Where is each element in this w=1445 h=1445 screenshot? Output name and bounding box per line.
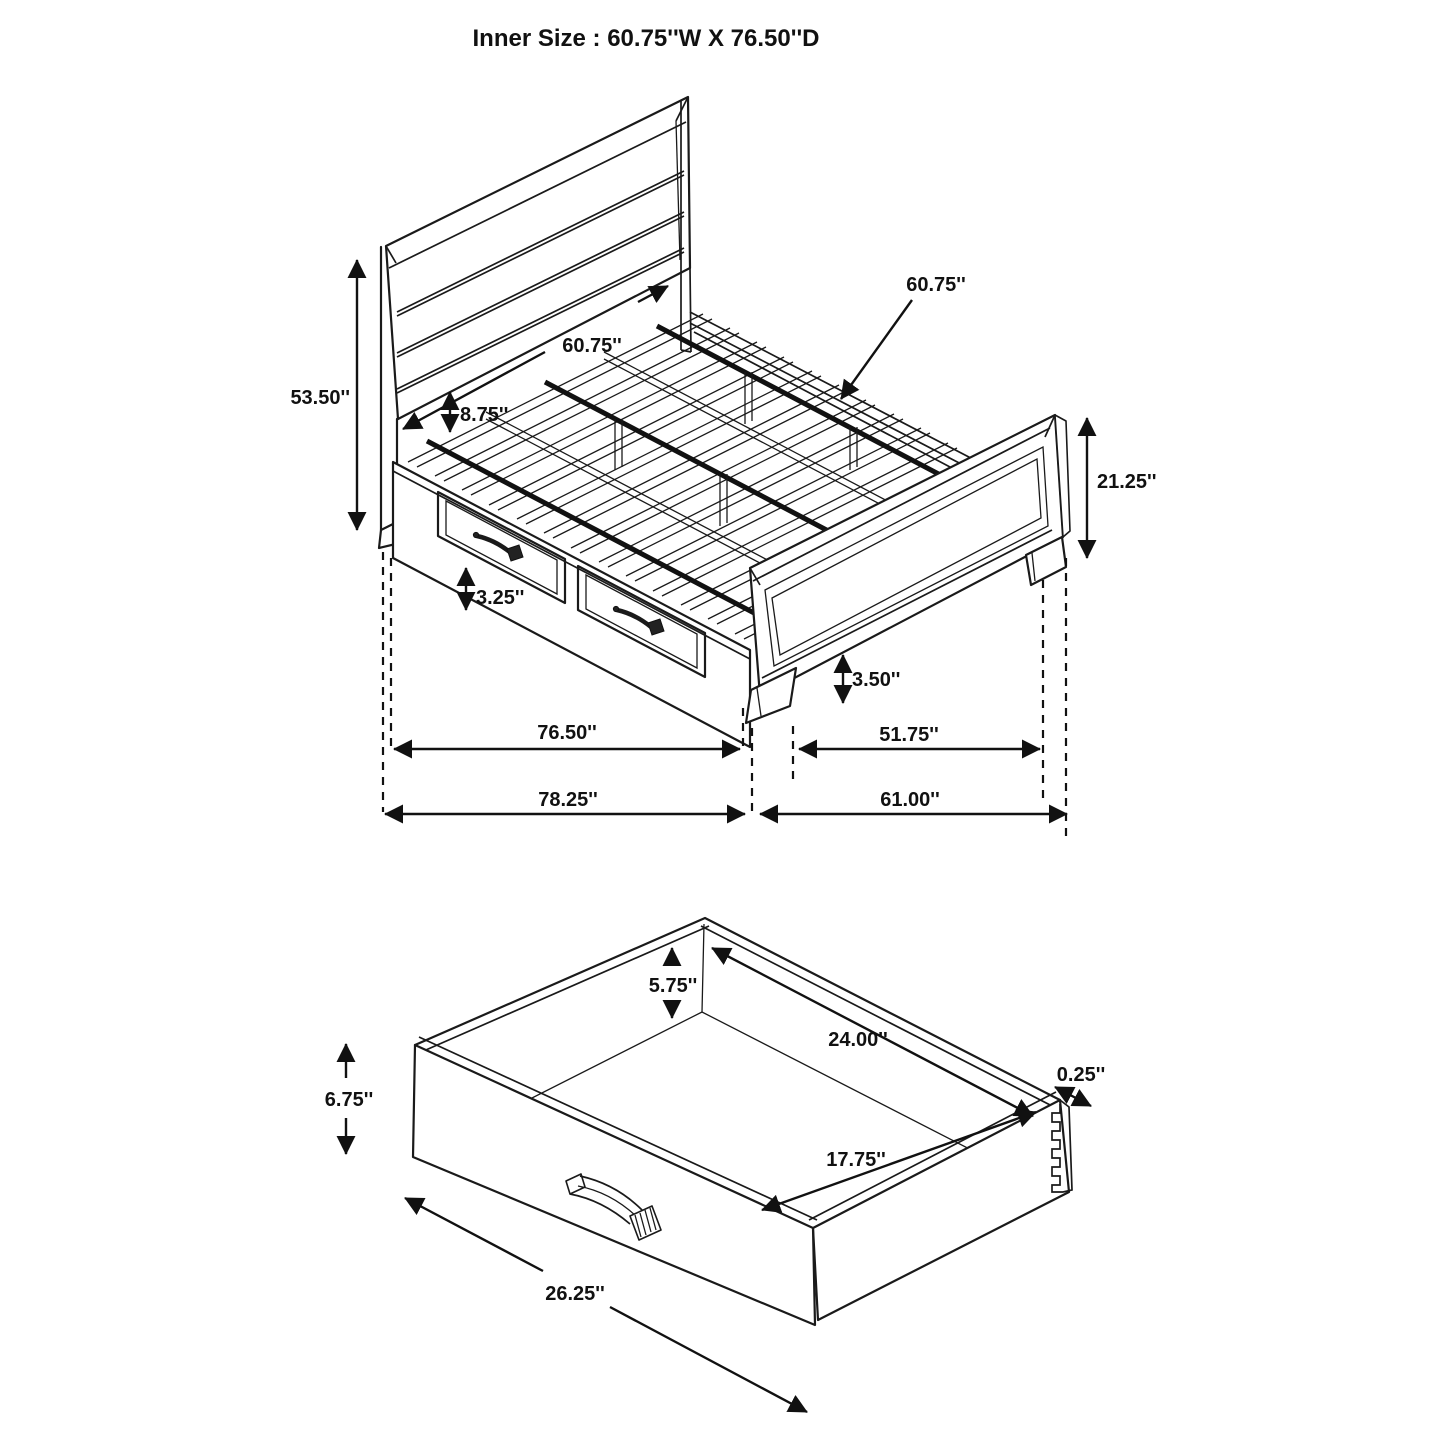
dim-inner-width: 60.75'': [562, 335, 622, 357]
footboard: [746, 415, 1070, 723]
dim-inner-depth: 17.75'': [826, 1149, 886, 1171]
drawer-line-drawing: [325, 918, 1105, 1412]
dim-footboard-span: 51.75'': [879, 724, 939, 746]
dim-headboard-height: 53.50'': [290, 387, 350, 409]
dim-headboard-gap: 8.75'': [460, 404, 509, 426]
dim-overall-length: 78.25'': [538, 789, 598, 811]
dim-rail-length: 76.50'': [537, 722, 597, 744]
dim-overall-width: 61.00'': [880, 789, 940, 811]
drawer-box: [413, 918, 1072, 1325]
bed-line-drawing: [290, 97, 1156, 838]
dim-footboard-height: 21.25'': [1097, 471, 1157, 493]
dim-foot-height: 3.50'': [852, 669, 901, 691]
storage-drawers: [393, 462, 750, 747]
dim-storage-drawer-height: 3.25'': [476, 587, 525, 609]
dim-front-height: 6.75'': [324, 1089, 374, 1111]
dim-back-height: 5.75'': [648, 975, 698, 997]
dim-thickness: 0.25'': [1056, 1064, 1106, 1086]
dim-front-width: 26.25'': [545, 1283, 605, 1305]
page-title: Inner Size : 60.75''W X 76.50''D: [472, 25, 820, 52]
dim-inner-width-callout: 60.75'': [906, 274, 966, 296]
dim-inner-width: 24.00'': [828, 1029, 888, 1051]
